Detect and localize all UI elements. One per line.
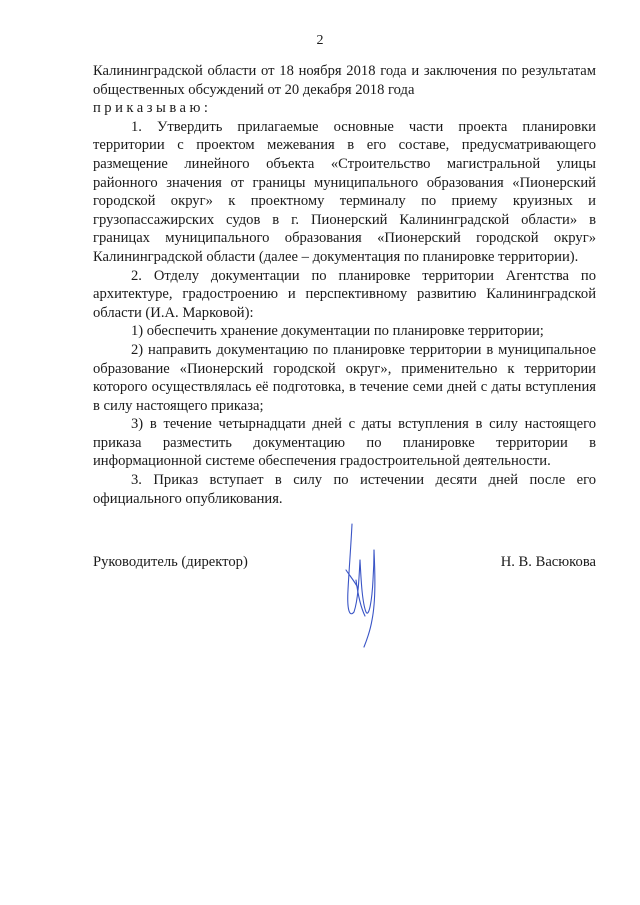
item-2-subitem-2: 2) направить документацию по планировке территории в муниципальное образование «Пионерский городской округ», применительно к территории которого осуществлялась её подготовка, в течение семи дней с даты вступления в силу настоящего приказа;	[93, 341, 596, 414]
signer-name: Н. В. Васюкова	[500, 554, 596, 570]
item-2-subitem-1: 1) обеспечить хранение документации по планировке территории;	[131, 323, 544, 340]
document-body	[93, 62, 596, 508]
handwritten-signature	[336, 520, 386, 650]
signer-position: Руководитель (директор)	[93, 554, 248, 570]
item-1: 1. Утвердить прилагаемые основные части проекта планировки территории с проектом межевания в его составе, предусматривающего размещение линейного объекта «Строительство магистральной улицы районного значения от границы муниципального образования «Пионерский городской округ» к проектному терминалу по приему круизных и грузопассажирских судов в г. Пионерский Калининградской области» в границах муниципального образования «Пионерский городской округ» Калининградской области (далее – документация по планировке территории).	[93, 118, 596, 265]
item-3: 3. Приказ вступает в силу по истечении десяти дней после его официального опубликования.	[93, 472, 596, 507]
order-word: приказываю:	[93, 100, 212, 117]
item-2: 2. Отделу документации по планировке территории Агентства по архитектуре, градостроению и перспективному развитию Калининградской области (И.А. Марковой):	[93, 267, 596, 321]
intro-paragraph: Калининградской области от 18 ноября 2018 года и заключения по результатам общественных обсуждений от 20 декабря 2018 года	[93, 63, 596, 98]
item-2-subitem-3: 3) в течение четырнадцати дней с даты вступления в силу настоящего приказа разместить документацию по планировке территории в информационной системе обеспечения градостроительной деятельности.	[93, 416, 596, 470]
page-number: 2	[316, 33, 324, 48]
